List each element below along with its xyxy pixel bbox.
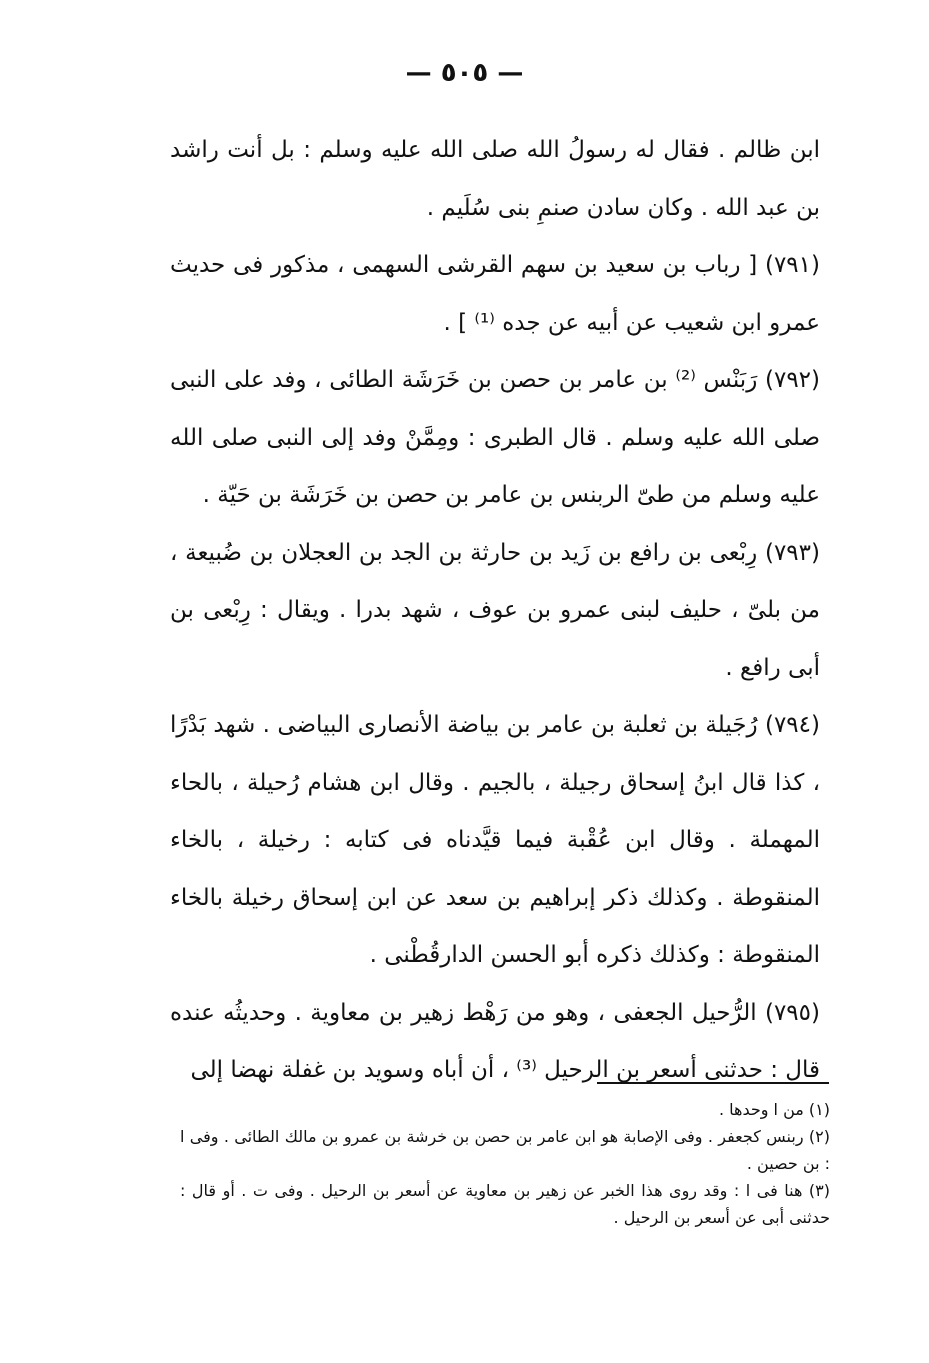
footnote-divider: [597, 1082, 829, 1084]
entry-794: (٧٩٤) رُجَيلة بن ثعلبة بن عامر بن بياضة الأنصارى البياضى . شهد بَدْرًا ، كذا قال ابنُ إسحاق رجيلة ، بالجيم . وقال ابن هشام رُحيلة ، بالحاء المهملة . وقال ابن عُقْبة فيما قيَّدناه فى كتابه : رخيلة ، بالخاء المنقوطة . وكذلك ذكر إبراهيم بن سعد عن ابن إسحاق رخيلة بالخاء المنقوطة : وكذلك ذكره أبو الحسن الدارقُطْنى .: [170, 712, 820, 968]
main-text: [170, 122, 820, 1100]
footnote-3: (٣) هنا فى ا : وقد روى هذا الخبر عن زهير بن معاوية عن أسعر بن الرحيل . وفى ت . أو قال : حدثنى أبى عن أسعر بن الرحيل .: [180, 1181, 830, 1227]
page-number: — ٥٠٥ —: [405, 58, 524, 88]
footnotes: [180, 1096, 830, 1231]
paragraph-continuation: ابن ظالم . فقال له رسولُ الله صلى الله عليه وسلم : بل أنت راشد بن عبد الله . وكان سادن صنمِ بنى سُلَيم .: [170, 137, 820, 221]
entry-795: (٧٩٥) الرُّحيل الجعفى ، وهو من رَهْط زهير بن معاوية . وحديثُه عنده قال : حدثنى أسعر بن الرحيل ⁽³⁾ ، أن أباه وسويد بن غفلة نهضا إلى: [170, 999, 820, 1083]
entry-792: (٧٩٢) رَبَنْس ⁽²⁾ بن عامر بن حصن بن خَرَشَة الطائى ، وفد على النبى صلى الله عليه وسلم . قال الطبرى : ومِمَّنْ وفد إلى النبى صلى الله عليه وسلم من طىّ الربنس بن عامر بن حصن بن خَرَشَة بن حَيّة .: [170, 367, 821, 508]
entry-791: (٧٩١) [ رباب بن سعيد بن سهم القرشى السهمى ، مذكور فى حديث عمرو ابن شعيب عن أبيه عن جده ⁽¹⁾ ] .: [170, 252, 820, 336]
entry-793: (٧٩٣) رِبْعى بن رافع بن زَيد بن حارثة بن الجد بن العجلان بن ضُبيعة ، من بلىّ ، حليف لبنى عمرو بن عوف ، شهد بدرا . ويقال : رِبْعى بن أبى رافع .: [170, 539, 820, 681]
footnote-2: (٢) ربنس كجعفر . وفى الإصابة هو ابن عامر بن حصن بن خرشة بن عمرو بن مالك الطائى . وفى ا : بن حصين .: [180, 1127, 830, 1173]
footnote-1: (١) من ا وحدها .: [718, 1100, 830, 1119]
